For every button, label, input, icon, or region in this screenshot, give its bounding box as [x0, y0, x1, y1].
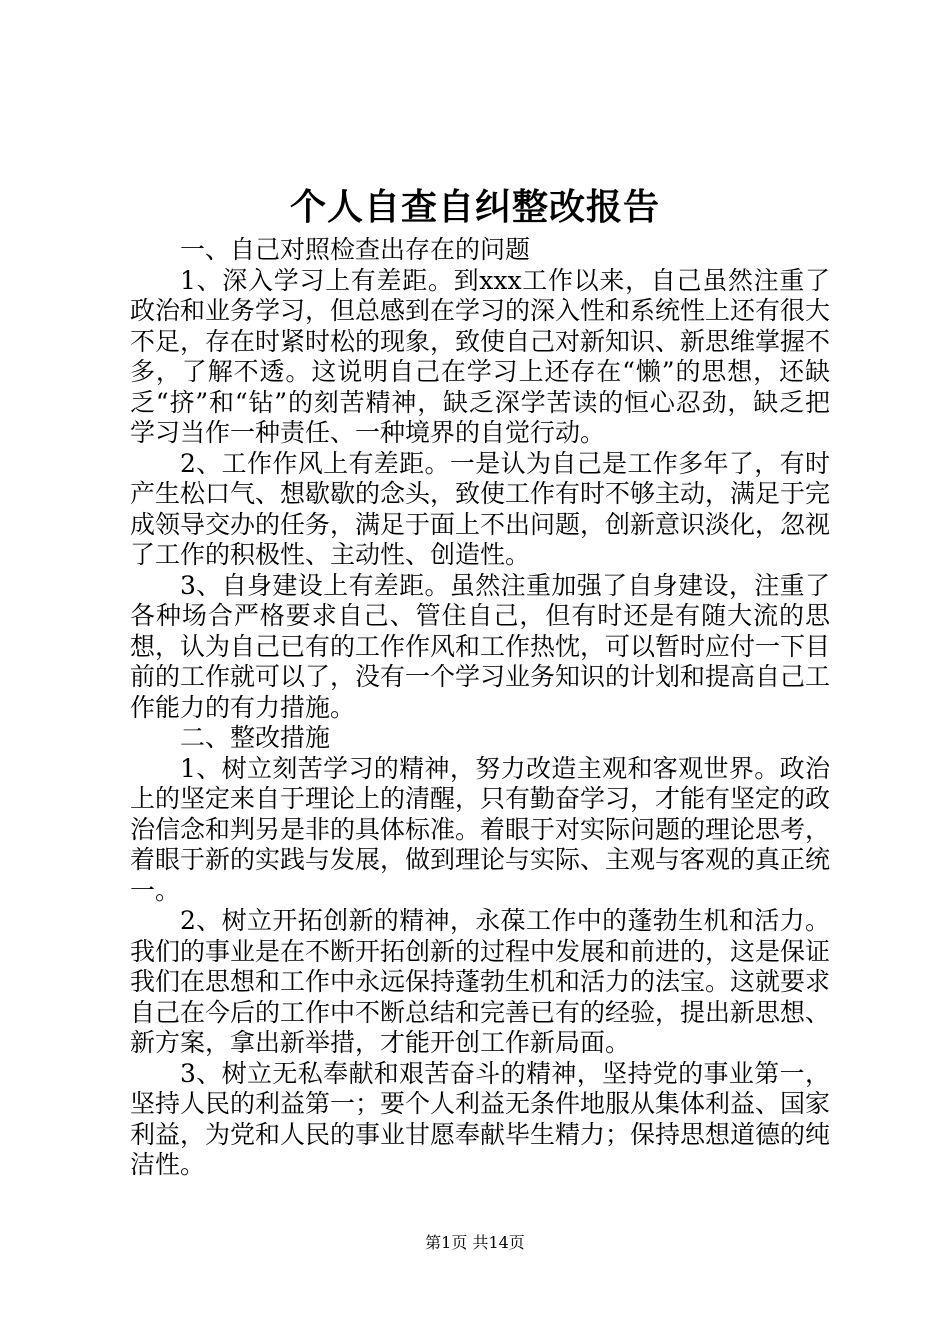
paragraph-study-gap: 1、深入学习上有差距。到xxx工作以来，自己虽然注重了政治和业务学习，但总感到在学习的深入性和系统性上还有很大不足，存在时紧时松的现象，致使自己对新知识、新思维掌握不多，了解不透。这说明自己在学习上还存在“懒”的思想，还缺乏“挤”和“钻”的刻苦精神，缺乏深学苦读的恒心忍劲，缺乏把学习当作一种责任、一种境界的自觉行动。: [130, 265, 831, 447]
paragraph-measure-dedication: 3、树立无私奉献和艰苦奋斗的精神，坚持党的事业第一，坚持人民的利益第一；要个人利益无条件地服从集体利益、国家利益，为党和人民的事业甘愿奉献毕生精力；保持思想道德的纯洁性。: [130, 1058, 831, 1179]
document-body: [130, 235, 830, 1181]
section-heading-measures: 二、整改措施: [180, 723, 331, 752]
section-heading-problems: 一、自己对照检查出存在的问题: [180, 235, 531, 264]
paragraph-measure-study: 1、树立刻苦学习的精神，努力改造主观和客观世界。政治上的坚定来自于理论上的清醒，只有勤奋学习，才能有坚定的政治信念和判另是非的具体标准。着眼于对实际问题的理论思考，着眼于新的实践与发展，做到理论与实际、主观与客观的真正统一。: [130, 753, 831, 905]
paragraph-work-style-gap: 2、工作作风上有差距。一是认为自己是工作多年了，有时产生松口气、想歇歇的念头，致使工作有时不够主动，满足于完成领导交办的任务，满足于面上不出问题，创新意识淡化，忽视了工作的积极性、主动性、创造性。: [130, 448, 831, 569]
paragraph-measure-innovation: 2、树立开拓创新的精神，永葆工作中的蓬勃生机和活力。我们的事业是在不断开拓创新的过程中发展和前进的，这是保证我们在思想和工作中永远保持蓬勃生机和活力的法宝。这就要求自己在今后的工作中不断总结和完善已有的经验，提出新思想、新方案，拿出新举措，才能开创工作新局面。: [130, 906, 831, 1057]
page-number-footer: 第1页 共14页: [425, 1233, 525, 1252]
document-title: 个人自查自纠整改报告: [289, 186, 660, 228]
paragraph-self-building-gap: 3、自身建设上有差距。虽然注重加强了自身建设，注重了各种场合严格要求自己、管住自己，但有时还是有随大流的思想，认为自己已有的工作作风和工作热忱，可以暂时应付一下目前的工作就可以了，没有一个学习业务知识的计划和提高自己工作能力的有力措施。: [130, 570, 831, 722]
